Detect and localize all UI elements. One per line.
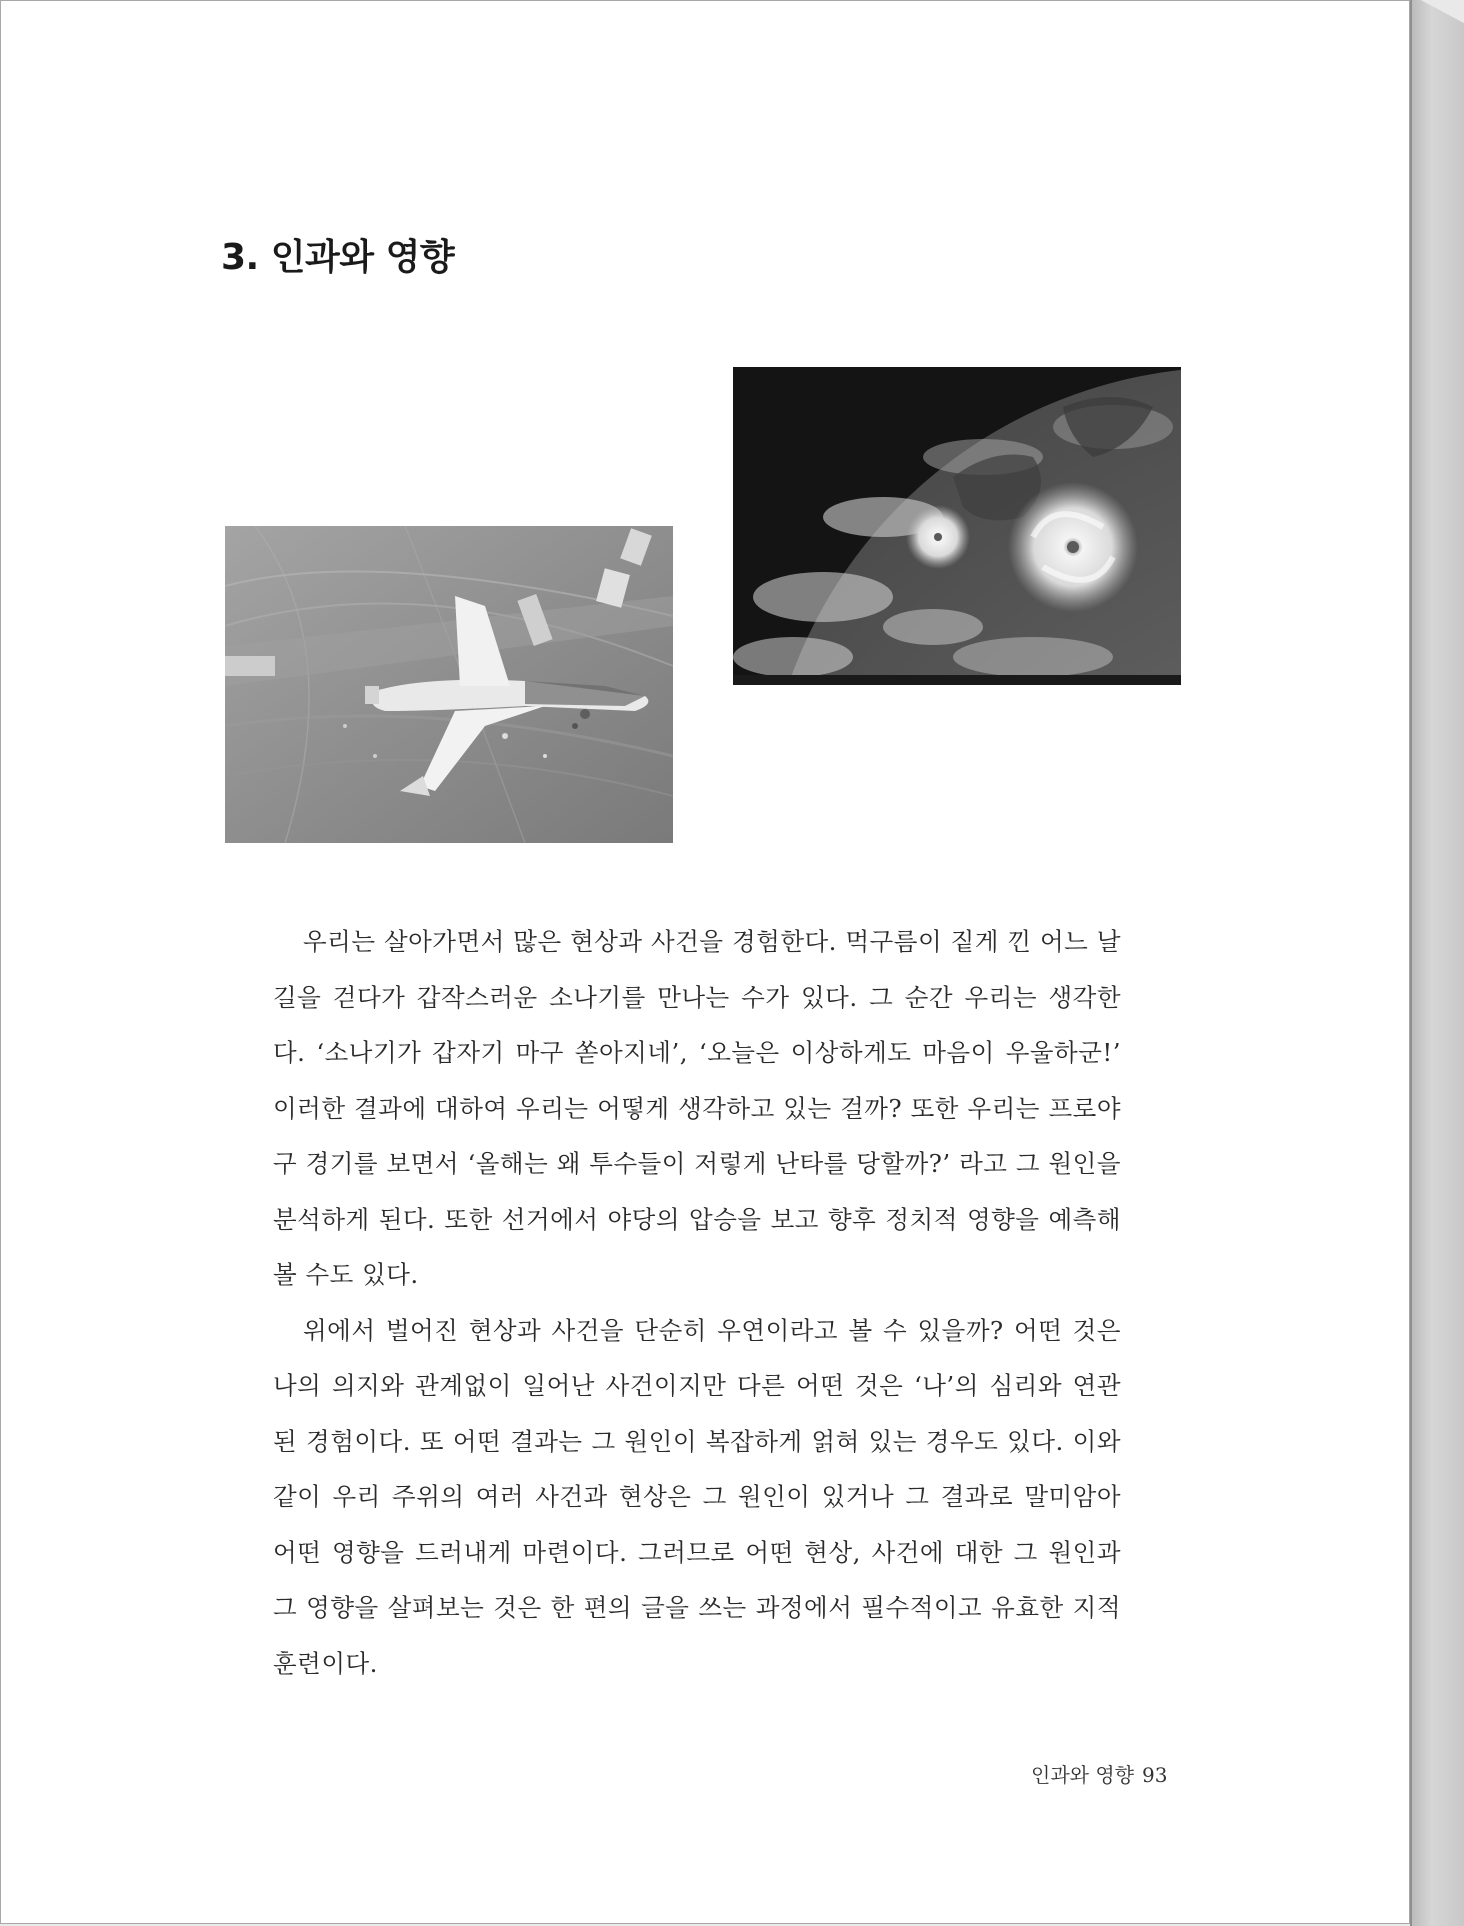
body-text [273, 914, 1121, 1691]
paragraph-2: 위에서 벌어진 현상과 사건을 단순히 우연이라고 볼 수 있을까? 어떤 것은 나의 의지와 관계없이 일어난 사건이지만 다른 어떤 것은 ‘나’의 심리와 연관된 경험이다. 또 어떤 결과는 그 원인이 복잡하게 얽혀 있는 경우도 있다. 이와 같이 우리 주위의 여러 사건과 현상은 그 원인이 있거나 그 결과로 말미암아 어떤 영향을 드러내게 마련이다. 그러므로 어떤 현상, 사건에 대한 그 원인과 그 영향을 살펴보는 것은 한 편의 글을 쓰는 과정에서 필수적이고 유효한 지적 훈련이다. [273, 1315, 1121, 1678]
typhoon-satellite-illustration [733, 367, 1181, 685]
plane-crash-photo [225, 526, 673, 843]
page-footer [1031, 1759, 1167, 1788]
typhoon-satellite-photo [733, 367, 1181, 685]
section-title: 3. 인과와 영향 [221, 237, 455, 278]
page-number: 93 [1141, 1763, 1168, 1787]
book-edge [1410, 0, 1464, 1926]
paragraph-1: 우리는 살아가면서 많은 현상과 사건을 경험한다. 먹구름이 짙게 낀 어느 날 길을 걷다가 갑작스러운 소나기를 만나는 수가 있다. 그 순간 우리는 생각한다. ‘소나기가 갑자기 마구 쏟아지네’, ‘오늘은 이상하게도 마음이 우울하군!’ 이러한 결과에 대하여 우리는 어떻게 생각하고 있는 걸까? 또한 우리는 프로야구 경기를 보면서 ‘올해는 왜 투수들이 저렇게 난타를 당할까?’ 라고 그 원인을 분석하게 된다. 또한 선거에서 야당의 압승을 보고 향후 정치적 영향을 예측해 볼 수도 있다. [273, 927, 1121, 1289]
plane-crash-illustration [225, 526, 673, 843]
running-title: 인과와 영향 [1031, 1763, 1134, 1787]
